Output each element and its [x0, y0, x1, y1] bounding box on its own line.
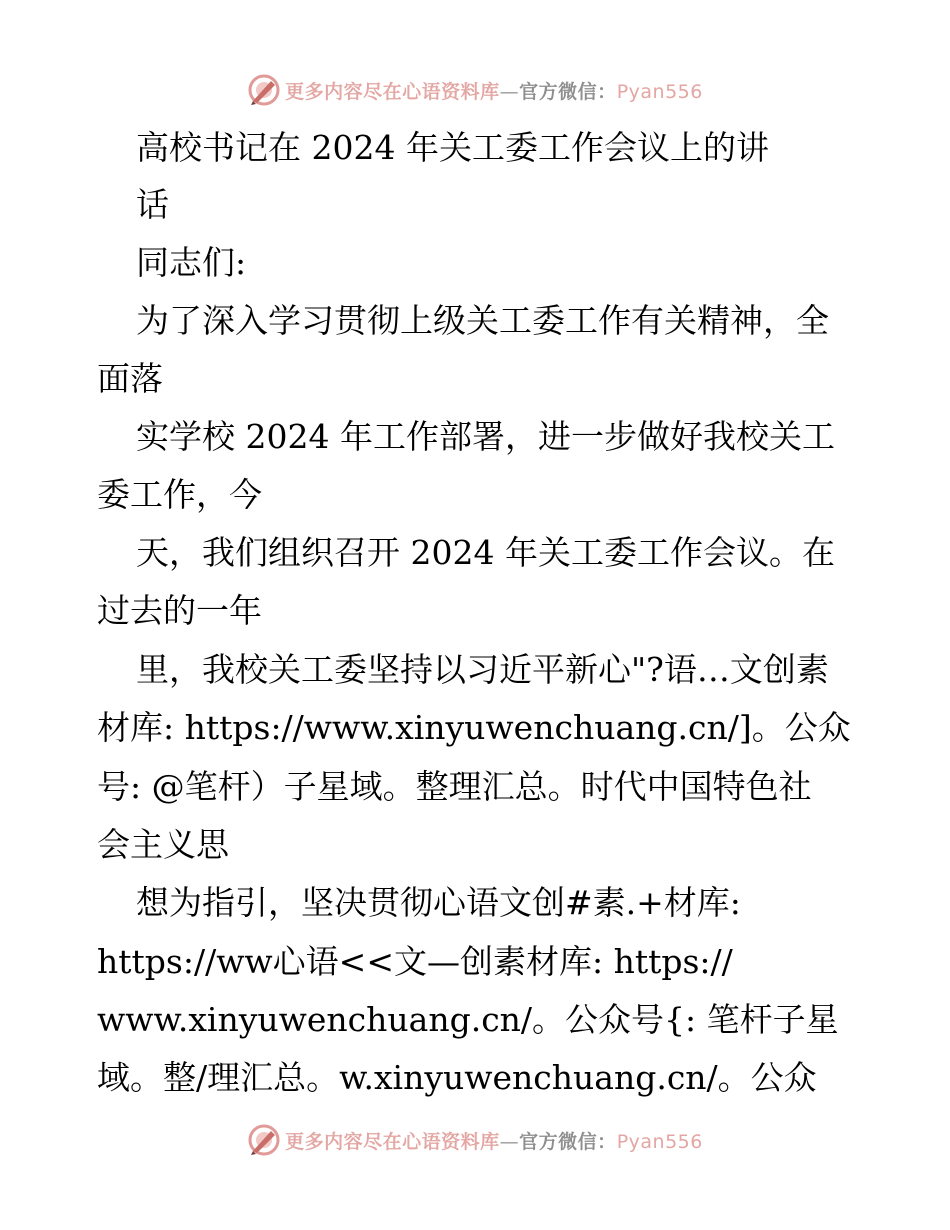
pen-logo-icon	[247, 1123, 281, 1157]
footer-wechat-id: Pyan556	[616, 1130, 703, 1153]
doc-text-line: 号: @笔杆）子星域。整理汇总。时代中国特色社	[97, 767, 812, 806]
doc-text-line: www.xinyuwenchuang.cn/。公众号{: 笔杆子星	[97, 1000, 839, 1039]
header-wechat-id: Pyan556	[616, 80, 703, 103]
doc-text-line: 实学校 2024 年工作部署，进一步做好我校关工	[136, 417, 835, 456]
doc-text-line: 域。整/理汇总。w.xinyuwenchuang.cn/。公众	[97, 1058, 817, 1097]
header-site-text: 更多内容尽在心语资料库	[285, 80, 500, 103]
doc-title-line: 话	[136, 185, 169, 224]
doc-text-line: 为了深入学习贯彻上级关工委工作有关精神，全	[136, 301, 829, 340]
doc-title-line: 高校书记在 2024 年关工委工作会议上的讲	[136, 128, 769, 167]
footer-banner	[0, 1120, 950, 1160]
footer-separator: —	[499, 1130, 520, 1153]
header-separator: —	[499, 80, 520, 103]
header-wechat-label: 官方微信：	[519, 80, 617, 103]
doc-text-line: 想为指引，坚决贯彻心语文创#素.+材库:	[136, 883, 741, 922]
doc-text-line: 材库: https://www.xinyuwenchuang.cn/]。公众	[97, 708, 851, 747]
doc-text-line: 过去的一年	[97, 591, 262, 630]
doc-text-line: 里，我校关工委坚持以习近平新心"?语…文创素	[136, 650, 829, 689]
footer-site-text: 更多内容尽在心语资料库	[285, 1130, 500, 1153]
doc-salutation: 同志们:	[136, 243, 247, 282]
doc-text-line: 会主义思	[97, 825, 229, 864]
doc-text-line: 天，我们组织召开 2024 年关工委工作会议。在	[136, 533, 835, 572]
footer-wechat-label: 官方微信：	[519, 1130, 617, 1153]
doc-text-line: 委工作，今	[97, 475, 262, 514]
doc-text-line: https://ww心语<<文—创素材库: https://	[97, 942, 733, 981]
doc-text-line: 面落	[97, 359, 163, 398]
